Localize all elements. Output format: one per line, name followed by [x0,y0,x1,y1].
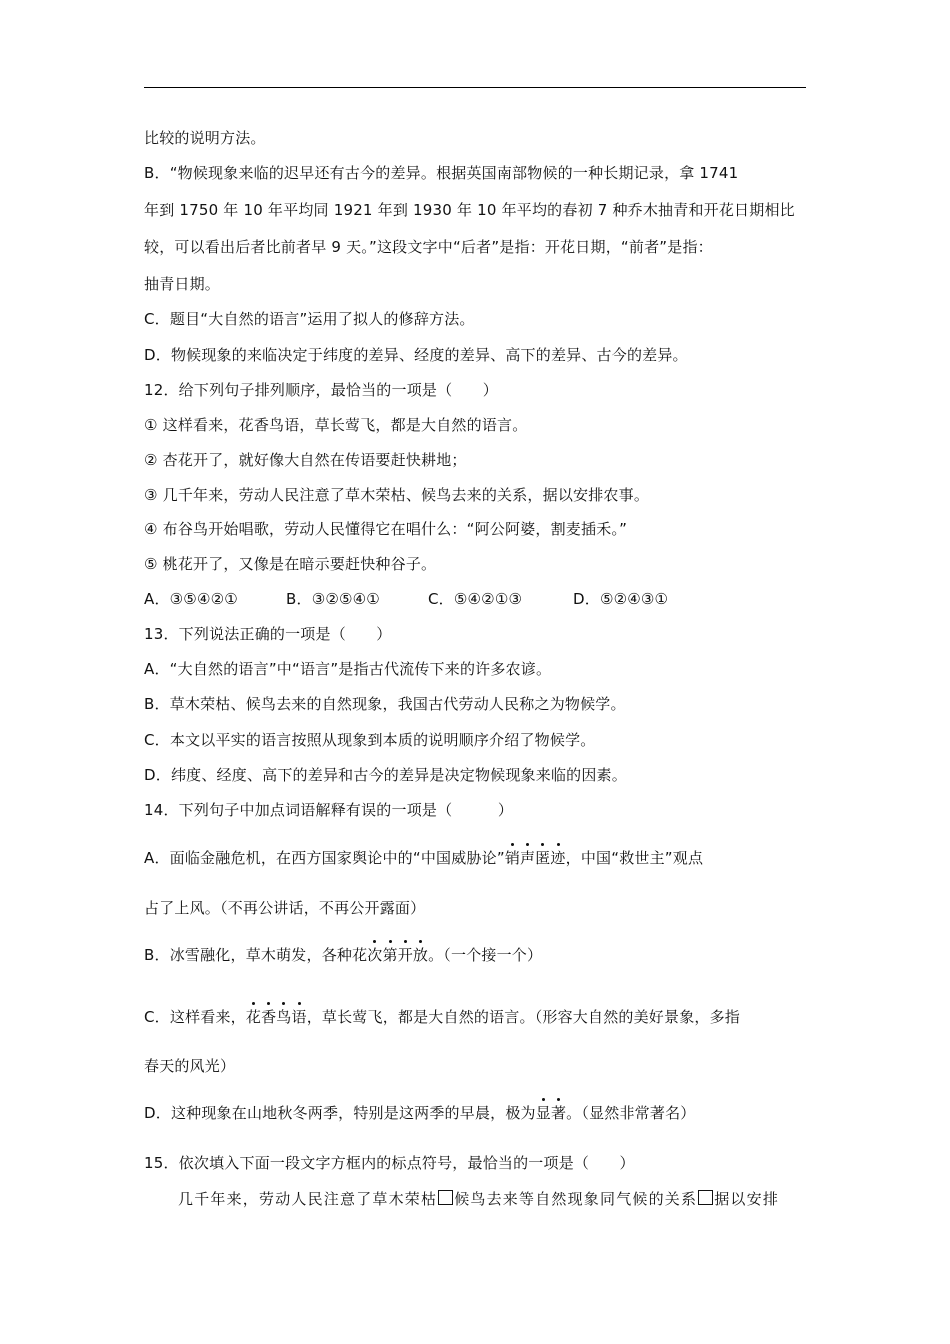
dotted-char: 显 [535,1104,551,1122]
header-rule [144,87,806,88]
dotted-char: 迹 [550,849,566,867]
question-13: 13．下列说法正确的一项是（ ） [144,625,392,643]
option-c: C．题目“大自然的语言”运用了拟人的修辞方法。 [144,310,475,328]
question-12: 12．给下列句子排列顺序，最恰当的一项是（ ） [144,381,498,399]
dotted-char: 香 [261,1008,277,1026]
q12-options [144,589,668,609]
text-line: 年到 1750 年 10 年平均同 1921 年到 1930 年 10 年平均的春初 7 种乔木抽青和开花日期相比 [144,201,795,219]
q12-option-a[interactable]: A．③⑤④②① [144,590,238,608]
text-line: 较，可以看出后者比前者早 9 天。”这段文字中“后者”是指：开花日期，“前者”是指： [144,238,713,256]
q12-option-d[interactable]: D．⑤②④③① [573,590,669,608]
q13-option-d[interactable]: D．纬度、经度、高下的差异和古今的差异是决定物候现象来临的因素。 [144,766,627,784]
question-15: 15．依次填入下面一段文字方框内的标点符号，最恰当的一项是（ ） [144,1154,635,1172]
q15-text: 据以安排 [714,1190,780,1208]
blank-box [438,1190,453,1205]
q14-d-text: 。（显然非常著名） [566,1104,696,1122]
q12-option-c[interactable]: C．⑤④②①③ [428,590,523,608]
q14-c-text: ，草长莺飞，都是大自然的语言。（形容大自然的美好景象，多指 [306,1008,740,1026]
q13-option-a[interactable]: A．“大自然的语言”中“语言”是指古代流传下来的许多农谚。 [144,660,552,678]
q13-option-c[interactable]: C．本文以平实的语言按照从现象到本质的说明顺序介绍了物候学。 [144,731,596,749]
q15-text: 候鸟去来等自然现象同气候的关系 [454,1190,698,1208]
q15-passage [178,1189,779,1209]
dotted-char: 次 [367,946,383,964]
question-14: 14．下列句子中加点词语解释有误的一项是（ ） [144,801,514,819]
q14-a-text: ，中国“救世主”观点 [565,849,704,867]
text-line: 占了上风。（不再公讲话，不再公开露面） [144,899,426,917]
option-b: B．“物候现象来临的迟早还有古今的差异。根据英国南部物候的一种长期记录，拿 1741 [144,164,739,182]
dotted-char: 放 [412,946,429,964]
sentence-4: ④ 布谷鸟开始唱歌，劳动人民懂得它在唱什么：“阿公阿婆，割麦插禾。” [144,520,628,538]
q14-option-b[interactable] [144,945,542,965]
option-d: D．物候现象的来临决定于纬度的差异、经度的差异、高下的差异、古今的差异。 [144,346,688,364]
dotted-char: 语 [291,1008,307,1026]
q14-option-a[interactable] [144,848,703,868]
q13-option-b[interactable]: B．草木荣枯、候鸟去来的自然现象，我国古代劳动人民称之为物候学。 [144,695,626,713]
dotted-char: 声 [520,849,536,867]
q12-option-b[interactable]: B．③②⑤④① [286,590,380,608]
q14-b-text: B．冰雪融化，草木萌发，各种花 [144,946,368,964]
q14-c-text: C．这样看来， [144,1008,246,1026]
sentence-3: ③ 几千年来，劳动人民注意了草木荣枯、候鸟去来的关系，据以安排农事。 [144,486,650,504]
text-line: 抽青日期。 [144,275,221,293]
text-line: 春天的风光） [144,1057,236,1075]
dotted-char: 第 [382,946,398,964]
dotted-char: 鸟 [276,1008,292,1026]
q14-option-d[interactable] [144,1103,695,1123]
q14-b-text: 。（一个接一个） [428,946,543,964]
q15-text: 几千年来，劳动人民注意了草木荣枯 [178,1190,438,1208]
blank-box [698,1190,713,1205]
dotted-char: 花 [245,1008,262,1026]
dotted-char: 销 [504,849,521,867]
text-line: 比较的说明方法。 [144,129,266,147]
sentence-2: ② 杏花开了，就好像大自然在传语要赶快耕地； [144,451,467,469]
dotted-char: 匿 [535,849,551,867]
dotted-char: 开 [397,946,413,964]
sentence-5: ⑤ 桃花开了，又像是在暗示要赶快种谷子。 [144,555,437,573]
q14-option-c[interactable] [144,1007,740,1027]
dotted-char: 著 [550,1104,567,1122]
sentence-1: ① 这样看来，花香鸟语，草长莺飞，都是大自然的语言。 [144,416,528,434]
q14-a-text: A．面临金融危机，在西方国家舆论中的“中国威胁论” [144,849,505,867]
q14-d-text: D．这种现象在山地秋冬两季，特别是这两季的早晨，极为 [144,1104,536,1122]
